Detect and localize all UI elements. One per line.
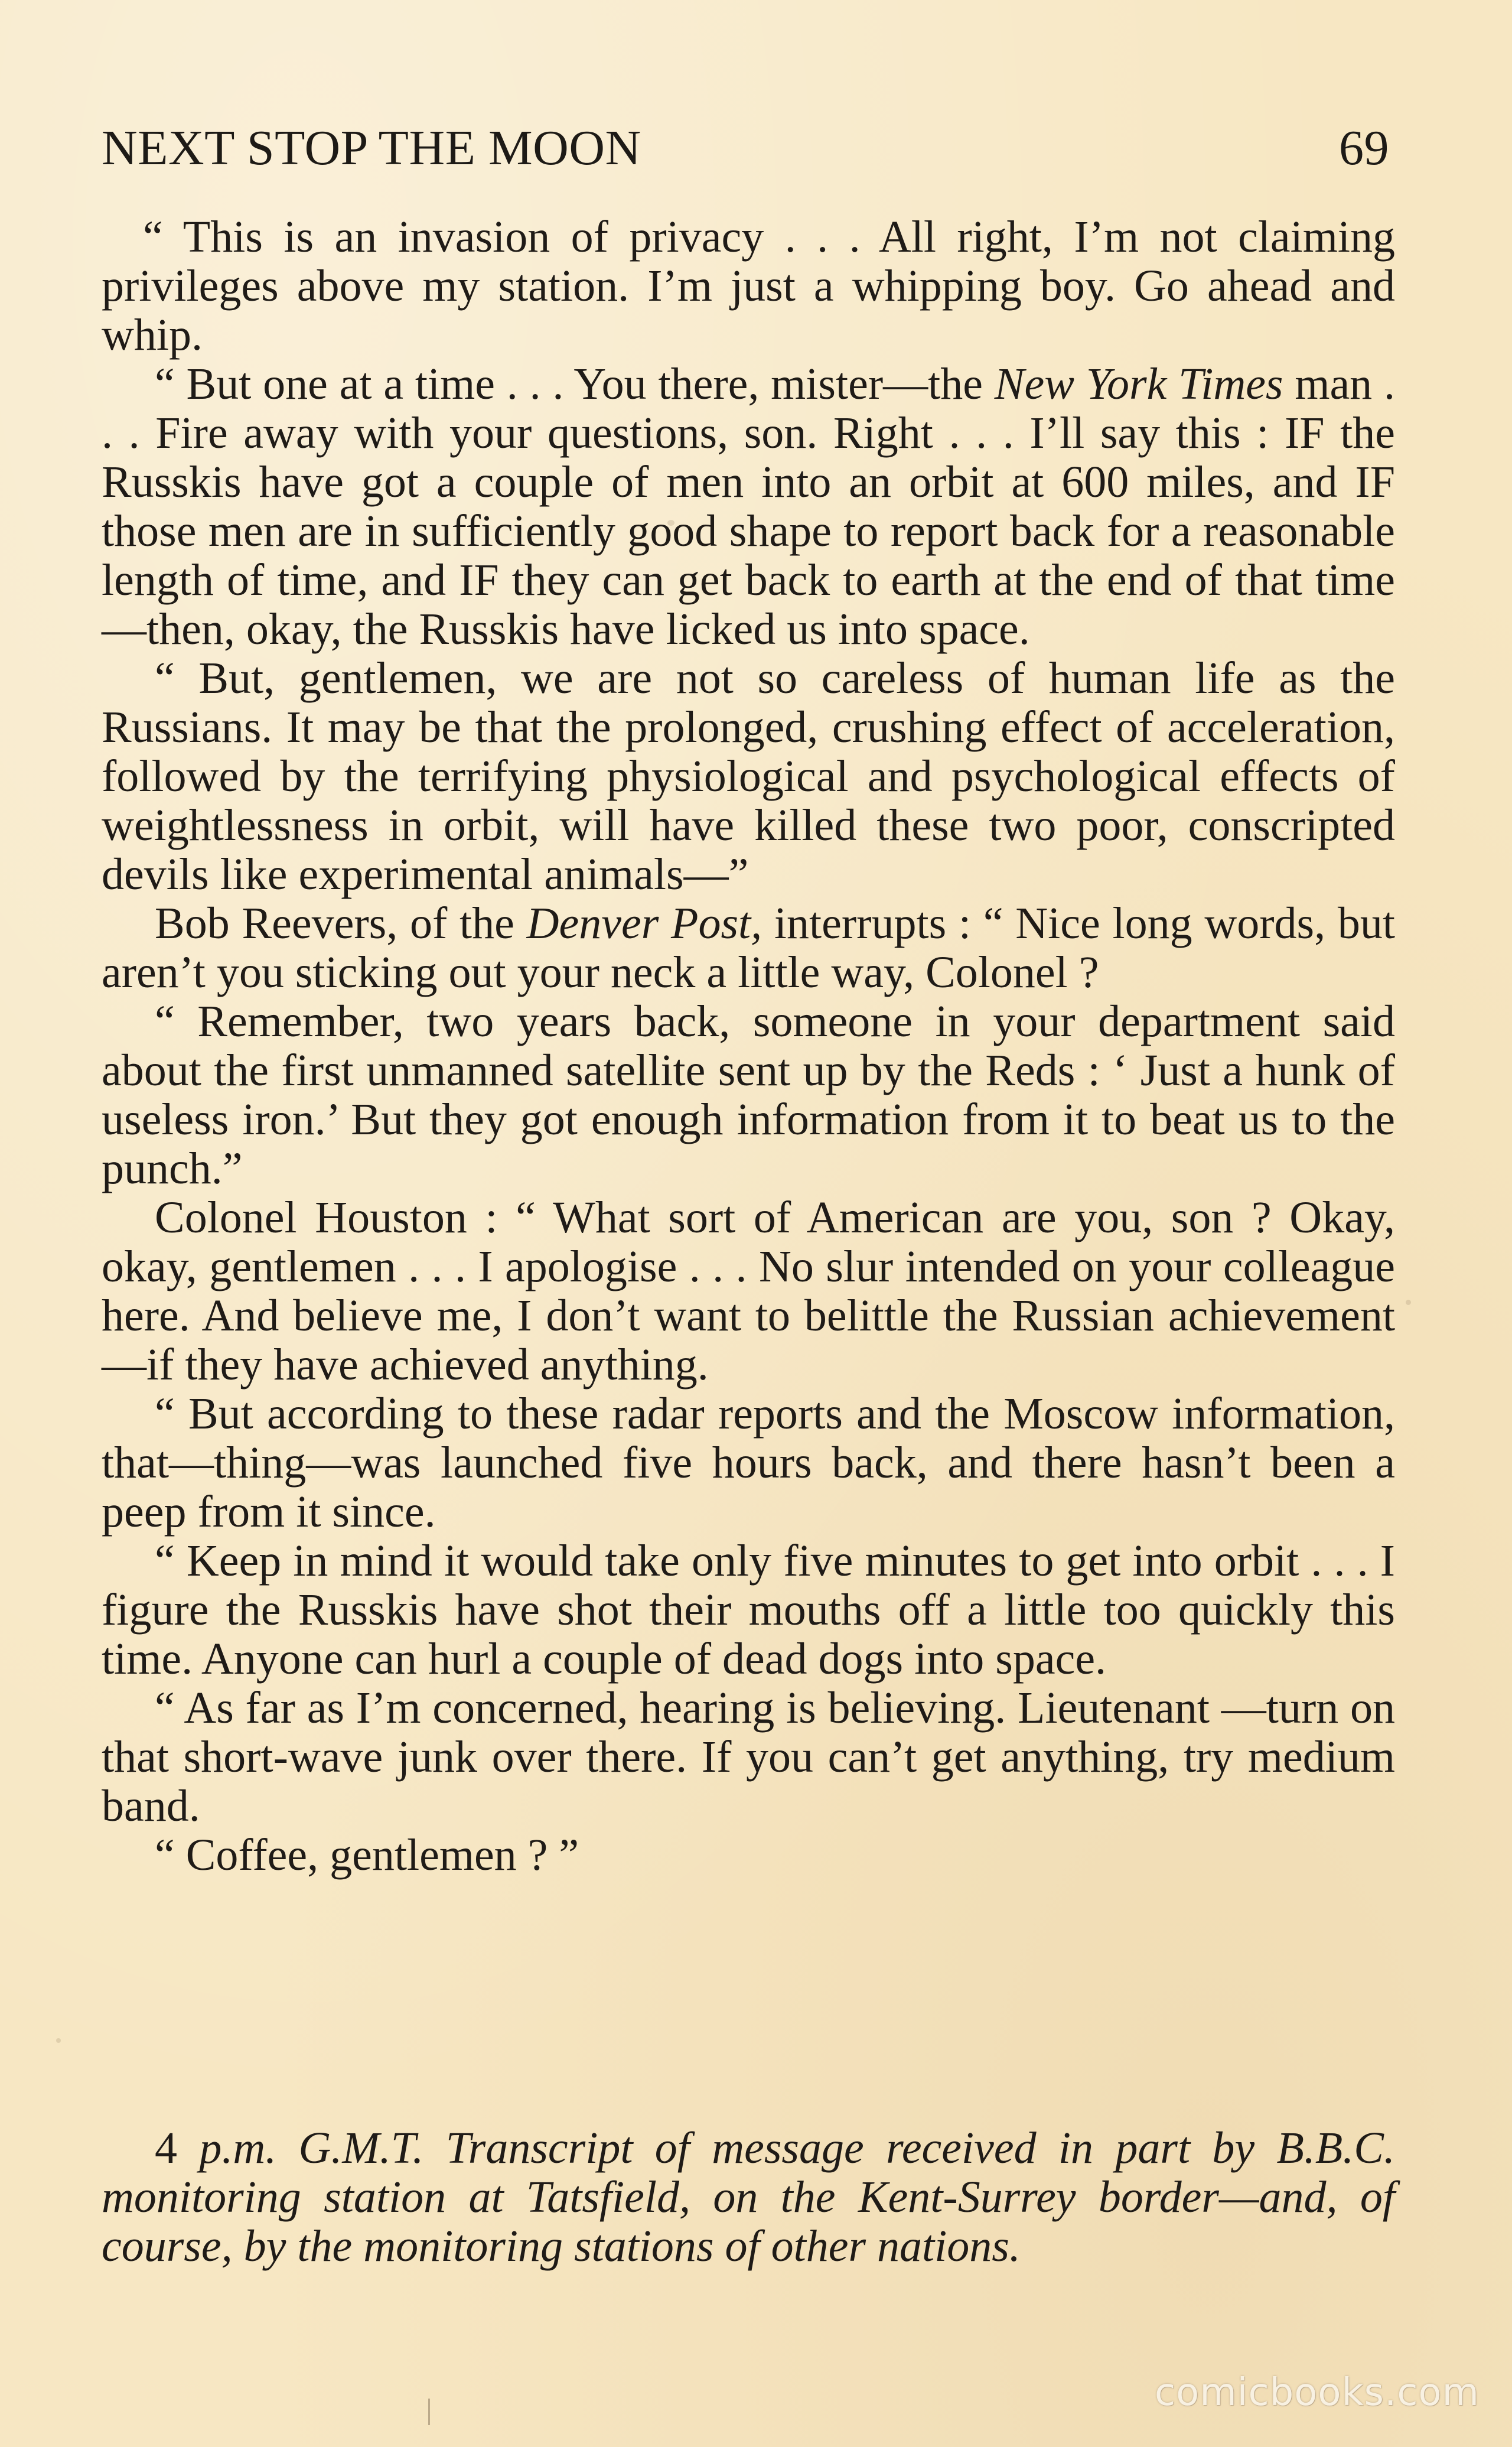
paragraph-4 [102,899,1395,997]
newspaper-name-denver-post: Denver Post, [526,899,762,948]
paragraph-4-end: interrupts : “ Nice long words, but aren’t you sticking out your neck a little way, Colonel ? [102,899,1395,997]
paragraph-2-start: “ But one at a time . . . You there, mister—the [155,359,995,409]
paragraph-5: “ Remember, two years back, someone in your department said about the first unmanned satellite sent up by the Reds : ‘ Just a hunk of useless iron.’ But they got enough information from it to beat us to the punch.” [102,997,1395,1193]
paragraph-4-start: Bob Reevers, of the [155,899,527,948]
paragraph-1: “ This is an invasion of privacy . . . All right, I’m not claiming privileges above my station. I’m just a whipping boy. Go ahead and whip. [102,212,1395,360]
paragraph-10: “ Coffee, gentlemen ? ” [155,1830,579,1880]
paper-speck [1406,1300,1411,1305]
newspaper-name-new-york-times: New York Times [994,359,1283,409]
paper-speck [667,520,674,526]
paragraph-2-end: man . . . Fire away with your questions, son. Right . . . I’ll say this : IF the Russkis have got a couple of men into an orbit at 600 miles, and IF those men are in sufficiently good shape to report back for a reasonable length of time, and IF they can get back to earth at the end of that time—then, okay, the Russkis have licked us into space. [102,359,1395,654]
watermark-logo: comicbooks.com [1154,2371,1480,2415]
transcript-caption [102,2124,1395,2271]
page-number: 69 [1339,120,1389,175]
caption-text: p.m. G.M.T. Transcript of message received in part by B.B.C. monitoring station at Tatsfield, on the Kent-Surrey border—and, of course, by the monitoring stations of other nations. [102,2123,1395,2271]
running-title: NEXT STOP THE MOON [102,120,641,175]
paragraph-6: Colonel Houston : “ What sort of American are you, son ? Okay, okay, gentlemen . . . I apologise . . . No slur intended on your colleague here. And believe me, I don’t want to belittle the Russian achievement—if they have achieved anything. [102,1193,1395,1390]
body-text [102,213,1395,1880]
paragraph-2 [102,360,1395,654]
paper-mark [428,2399,430,2425]
running-head [102,112,1389,183]
paragraph-9: “ As far as I’m concerned, hearing is believing. Lieutenant —turn on that short-wave junk over there. If you can’t get anything, try medium band. [102,1683,1395,1831]
paragraph-8: “ Keep in mind it would take only five minutes to get into orbit . . . I figure the Russkis have shot their mouths off a little too quickly this time. Anyone can hurl a couple of dead dogs into space. [102,1536,1395,1684]
paragraph-7: “ But according to these radar reports and the Moscow information, that—thing—was launched five hours back, and there hasn’t been a peep from it since. [102,1389,1395,1537]
paragraph-3: “ But, gentlemen, we are not so careless of human life as the Russians. It may be that the prolonged, crushing effect of acceleration, followed by the terrifying physiological and psychological effects of weightlessness in orbit, will have killed these two poor, conscripted devils like experimental animals—” [102,653,1395,899]
paper-speck [56,2038,61,2043]
caption-hour: 4 [155,2123,177,2173]
